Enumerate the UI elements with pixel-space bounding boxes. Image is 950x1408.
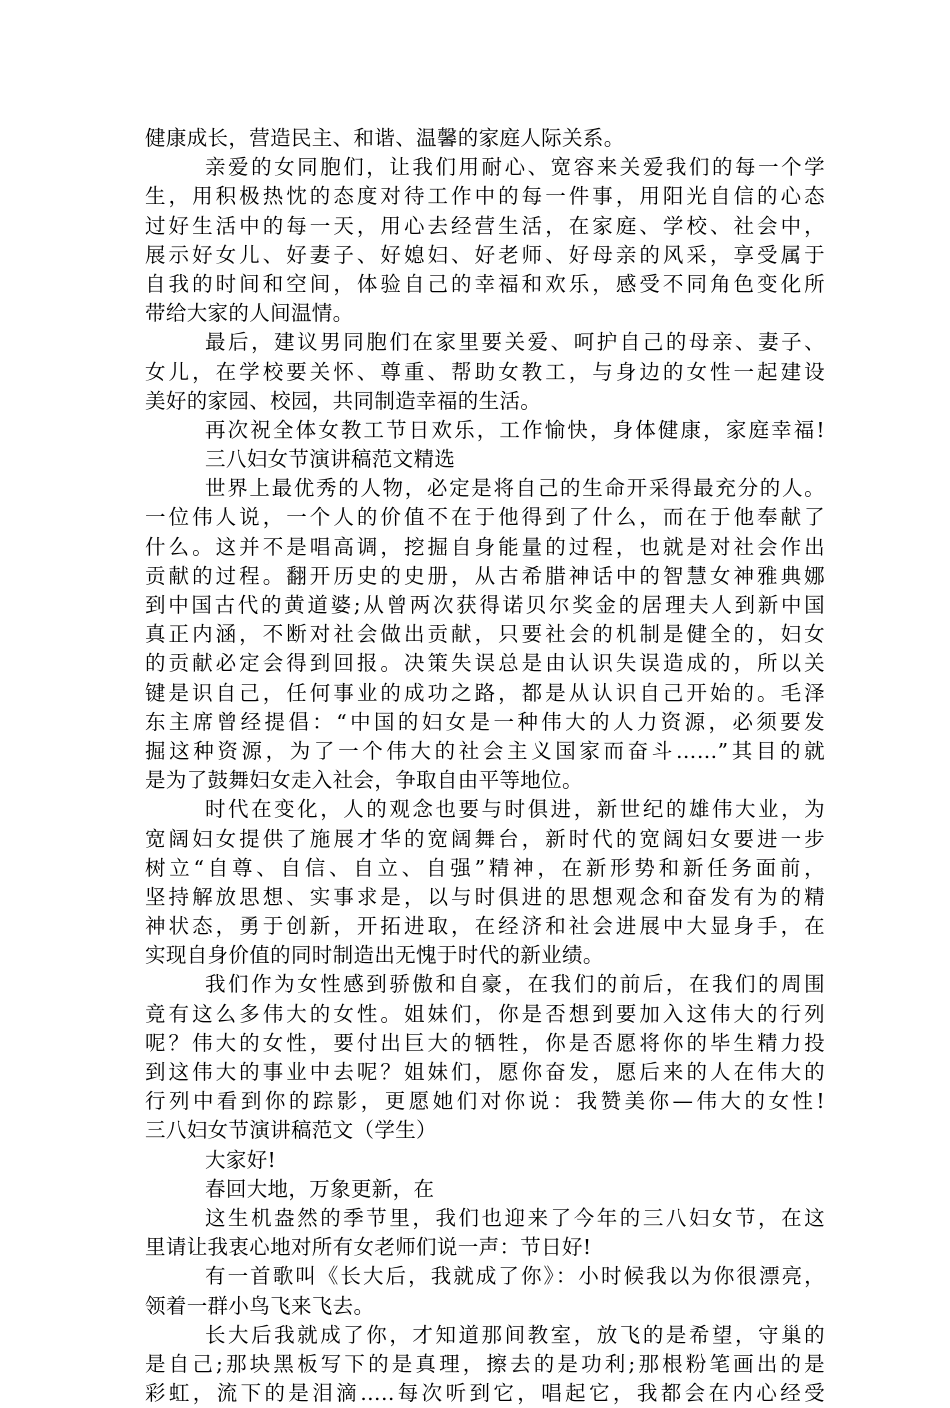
text-line: 过好生活中的每一天，用心去经营生活，在家庭、学校、社会中， — [145, 213, 825, 238]
text-line: 有一首歌叫《长大后，我就成了你》：小时候我以为你很漂亮， — [205, 1264, 825, 1289]
text-line: 三八妇女节演讲稿范文（学生） — [145, 1118, 437, 1143]
text-line: 是为了鼓舞妇女走入社会，争取自由平等地位。 — [145, 768, 583, 793]
text-line: 再次祝全体女教工节日欢乐，工作愉快，身体健康，家庭幸福! — [205, 417, 825, 442]
text-line: 长大后我就成了你，才知道那间教室，放飞的是希望，守巢的 — [205, 1322, 825, 1347]
text-line: 一位伟人说，一个人的价值不在于他得到了什么，而在于他奉献了 — [145, 505, 825, 530]
text-line: 美好的家园、校园，共同制造幸福的生活。 — [145, 388, 542, 413]
text-line: 女儿，在学校要关怀、尊重、帮助女教工，与身边的女性一起建设 — [145, 359, 825, 384]
text-line: 三八妇女节演讲稿范文精选 — [205, 447, 456, 472]
text-line: 到中国古代的黄道婆;从曾两次获得诺贝尔奖金的居理夫人到新中国 — [145, 593, 825, 617]
document-body — [145, 124, 825, 1408]
text-line: 世界上最优秀的人物，必定是将自己的生命开采得最充分的人。 — [205, 476, 825, 501]
text-line: 自我的时间和空间，体验自己的幸福和欢乐，感受不同角色变化所 — [145, 271, 825, 296]
text-line: 坚持解放思想、实事求是，以与时俱进的思想观念和奋发有为的精 — [145, 884, 825, 909]
text-line: 亲爱的女同胞们，让我们用耐心、宽容来关爱我们的每一个学 — [205, 155, 825, 180]
text-line: 带给大家的人间温情。 — [145, 301, 354, 326]
text-line: 这生机盎然的季节里，我们也迎来了今年的三八妇女节，在这 — [205, 1205, 825, 1230]
text-line: 真正内涵，不断对社会做出贡献，只要社会的机制是健全的，妇女 — [145, 622, 825, 647]
text-line: 展示好女儿、好妻子、好媳妇、好老师、好母亲的风采，享受属于 — [145, 242, 825, 267]
text-line: 宽阔妇女提供了施展才华的宽阔舞台，新时代的宽阔妇女要进一步 — [145, 826, 825, 851]
text-line: 春回大地，万象更新，在 — [205, 1176, 435, 1201]
text-line: 呢？伟大的女性，要付出巨大的牺牲，你是否愿将你的毕生精力投 — [145, 1030, 825, 1055]
text-line: 贡献的过程。翻开历史的史册，从古希腊神话中的智慧女神雅典娜 — [145, 563, 825, 588]
text-line: 里请让我衷心地对所有女老师们说一声：节日好! — [145, 1235, 592, 1260]
text-line: 生，用积极热忱的态度对待工作中的每一件事，用阳光自信的心态 — [145, 184, 825, 209]
text-line: 时代在变化，人的观念也要与时俱进，新世纪的雄伟大业，为 — [205, 797, 825, 822]
text-line: 健康成长，营造民主、和谐、温馨的家庭人际关系。 — [145, 126, 625, 150]
text-line: 掘这种资源，为了一个伟大的社会主义国家而奋斗……”其目的就 — [145, 738, 825, 763]
text-line: 最后，建议男同胞们在家里要关爱、呵护自己的母亲、妻子、 — [205, 330, 825, 355]
text-line: 彩虹，流下的是泪滴…..每次听到它，唱起它，我都会在内心经受 — [145, 1381, 825, 1406]
text-line: 竟有这么多伟大的女性。姐妹们，你是否想到要加入这伟大的行列 — [145, 1001, 825, 1026]
text-line: 我们作为女性感到骄傲和自豪，在我们的前后，在我们的周围 — [205, 972, 825, 997]
text-line: 大家好! — [205, 1147, 277, 1172]
text-line: 行列中看到你的踪影，更愿她们对你说：我赞美你—伟大的女性! — [145, 1089, 825, 1114]
text-line: 什么。这并不是唱高调，挖掘自身能量的过程，也就是对社会作出 — [145, 534, 825, 559]
text-line: 的贡献必定会得到回报。决策失误总是由认识失误造成的，所以关 — [145, 651, 825, 676]
text-line: 到这伟大的事业中去呢？姐妹们，愿你奋发，愿后来的人在伟大的 — [145, 1060, 825, 1084]
text-line: 实现自身价值的同时制造出无愧于时代的新业绩。 — [145, 943, 604, 968]
text-line: 领着一群小鸟飞来飞去。 — [145, 1293, 375, 1318]
text-line: 是自己;那块黑板写下的是真理，擦去的是功利;那根粉笔画出的是 — [145, 1351, 825, 1376]
text-line: 树立“自尊、自信、自立、自强”精神，在新形势和新任务面前， — [145, 855, 825, 880]
text-line: 键是识自己，任何事业的成功之路，都是从认识自己开始的。毛泽 — [145, 680, 825, 705]
text-line: 东主席曾经提倡：“中国的妇女是一种伟大的人力资源，必须要发 — [145, 709, 825, 734]
text-line: 神状态，勇于创新，开拓进取，在经济和社会进展中大显身手，在 — [145, 914, 825, 939]
